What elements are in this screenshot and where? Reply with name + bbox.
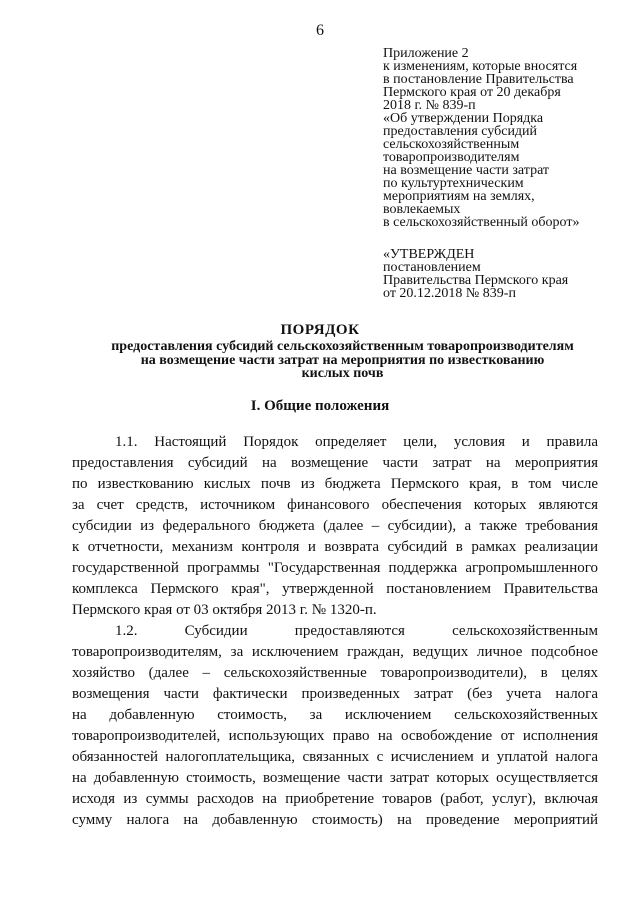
approval-line: Правительства Пермского края [383, 273, 569, 288]
paragraph-2-line: обязанностей налогоплательщика, связанных с исчислением и уплатой налога [72, 749, 598, 765]
approval-line: от 20.12.2018 № 839-п [383, 286, 516, 301]
body-text [72, 432, 598, 831]
paragraph-2-line: на добавленную стоимость, возмещение части затрат которых осуществляется [72, 770, 598, 786]
appendix-line: в сельскохозяйственный оборот» [383, 215, 580, 230]
paragraph-2-line: исходя из суммы расходов на приобретение товаров (работ, услуг), включая [72, 791, 598, 807]
appendix-line: в постановление Правительства [383, 72, 574, 87]
appendix-line: Приложение 2 [383, 46, 469, 61]
appendix-block [383, 47, 623, 229]
paragraph-1-line: предоставления субсидий на возмещение части затрат на мероприятия [72, 455, 598, 471]
appendix-line: «Об утверждении Порядка [383, 111, 544, 126]
appendix-line: мероприятиям на землях, [383, 189, 535, 204]
page-number: 6 [316, 22, 324, 39]
appendix-line: на возмещение части затрат [383, 163, 550, 178]
paragraph-2-line: сумму налога на добавленную стоимость) на проведение мероприятий [72, 812, 598, 828]
paragraph-1-line: по известкованию кислых почв из бюджета Пермского края, в том числе [72, 476, 598, 492]
approval-line: постановлением [383, 260, 481, 275]
paragraph-2-line: товаропроизводителям, за исключением граждан, ведущих личное подсобное [72, 644, 598, 660]
appendix-line: товаропроизводителям [383, 150, 520, 165]
paragraph-2-line: 1.2. Субсидии предоставляются сельскохозяйственным [115, 623, 598, 639]
document-title: ПОРЯДОК [280, 322, 360, 338]
paragraph-1-line: к отчетности, механизм контроля и возврата субсидий в рамках реализации [72, 539, 598, 555]
subtitle-line: кислых почв [301, 366, 384, 381]
paragraph-1-line: субсидии из федерального бюджета (далее – субсидии), а также требования [72, 518, 598, 534]
appendix-line: Пермского края от 20 декабря [383, 85, 561, 100]
paragraph-2-line: возмещения части фактически произведенных затрат (без учета налога [72, 686, 598, 702]
paragraph-2-line: на добавленную стоимость, за исключением сельскохозяйственных [72, 707, 598, 723]
paragraph-1-line: Пермского края от 03 октября 2013 г. № 1320-п. [72, 602, 377, 618]
paragraph-1-line: за счет средств, источником финансового обеспечения которых являются [72, 497, 598, 513]
appendix-line: вовлекаемых [383, 202, 461, 217]
paragraph-1-line: государственной программы "Государственная поддержка агропромышленного [72, 560, 598, 576]
paragraph-2-line: товаропроизводителей, использующих право на освобождение от исполнения [72, 728, 598, 744]
appendix-line: предоставления субсидий [383, 124, 538, 139]
approval-line: «УТВЕРЖДЕН [383, 247, 475, 262]
paragraph-1-line: комплекса Пермского края", утвержденной постановлением Правительства [72, 581, 598, 597]
document-subtitle [90, 340, 595, 381]
subtitle-line: на возмещение части затрат на мероприятия по известкованию [140, 352, 545, 368]
appendix-line: 2018 г. № 839-п [383, 98, 476, 113]
paragraph-2-line: хозяйство (далее – сельскохозяйственные товаропроизводители), в целях [72, 665, 598, 681]
subtitle-line: предоставления субсидий сельскохозяйственным товаропроизводителям [111, 339, 574, 354]
appendix-line: по культуртехническим [383, 176, 524, 191]
appendix-line: к изменениям, которые вносятся [383, 59, 578, 74]
paragraph-1-line: 1.1. Настоящий Порядок определяет цели, условия и правила [115, 434, 598, 450]
appendix-line: сельскохозяйственным [383, 137, 520, 152]
section-heading: I. Общие положения [250, 398, 390, 414]
approval-block [383, 248, 623, 300]
